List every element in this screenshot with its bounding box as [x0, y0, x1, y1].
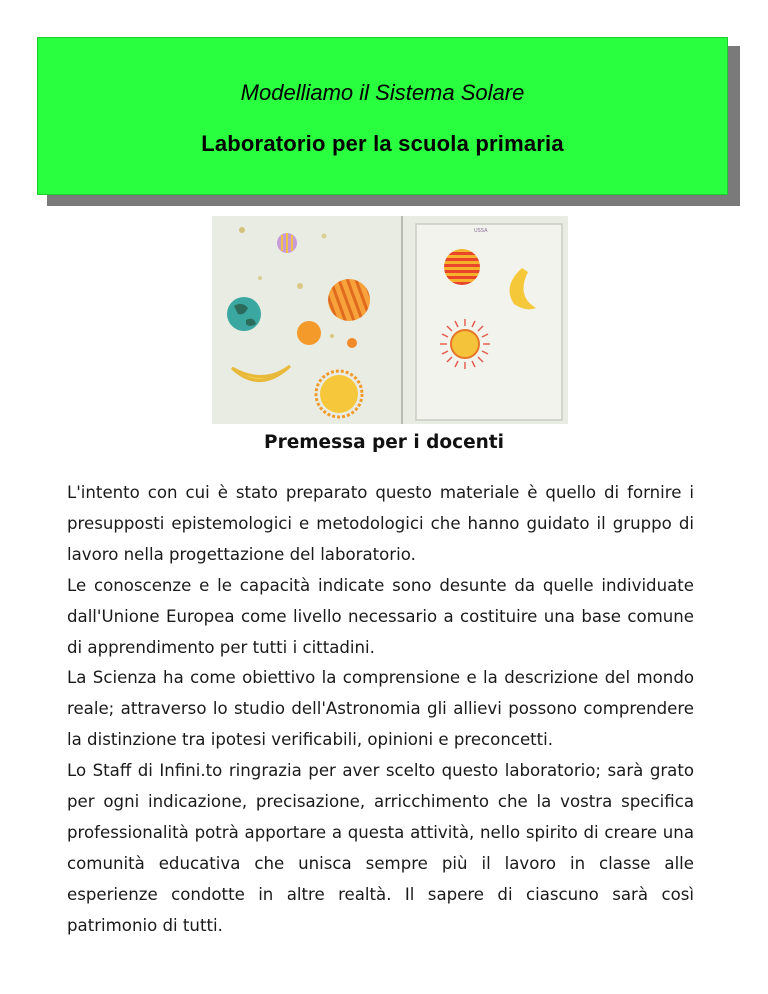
paragraph: Le conoscenze e le capacità indicate sono desunte da quelle individuate dall'Unione Europea come livello necessario a costituire una base comune di apprendimento per tutti i cittadini.	[67, 575, 694, 657]
small-dot	[330, 334, 334, 338]
section-heading: Premessa per i docenti	[264, 432, 504, 453]
orange-planet	[297, 321, 321, 345]
striped-orange-planet	[328, 279, 370, 321]
title-banner	[37, 37, 728, 195]
paragraph: La Scienza ha come obiettivo la comprensione e la descrizione del mondo reale; attraverso lo studio dell'Astronomia gli allievi possono comprendere la distinzione tra ipotesi verificabili, opinioni e preconcetti.	[67, 668, 694, 750]
body-text	[67, 478, 694, 942]
small-dot	[239, 227, 245, 233]
small-dot	[258, 276, 262, 280]
solar-system-drawing	[212, 216, 568, 424]
small-dot	[297, 283, 303, 289]
banner-subtitle: Modelliamo il Sistema Solare	[240, 80, 525, 105]
small-orange-planet	[347, 338, 357, 348]
paragraph: Lo Staff di Infini.to ringrazia per aver scelto questo laboratorio; sarà grato per ogni indicazione, precisazione, arricchimento che la vostra specifica professionalità potrà apportare a questa attività, nello spirito di creare una comunità educativa che unisca sempre più il lavoro in classe alle esperienze condotte in altre realtà. Il sapere di ciascuno sarà così patrimonio di tutti.	[67, 761, 694, 935]
red-striped-planet	[444, 249, 480, 285]
right-page-frame	[416, 224, 562, 420]
banner-title: Laboratorio per la scuola primaria	[201, 131, 564, 156]
small-dot	[322, 234, 327, 239]
right-panel-label: USSA	[474, 228, 488, 234]
paragraph: L'intento con cui è stato preparato questo materiale è quello di fornire i presupposti epistemologici e metodologici che hanno guidato il gruppo di lavoro nella progettazione del laboratorio.	[67, 483, 694, 564]
earth-planet	[227, 297, 261, 331]
